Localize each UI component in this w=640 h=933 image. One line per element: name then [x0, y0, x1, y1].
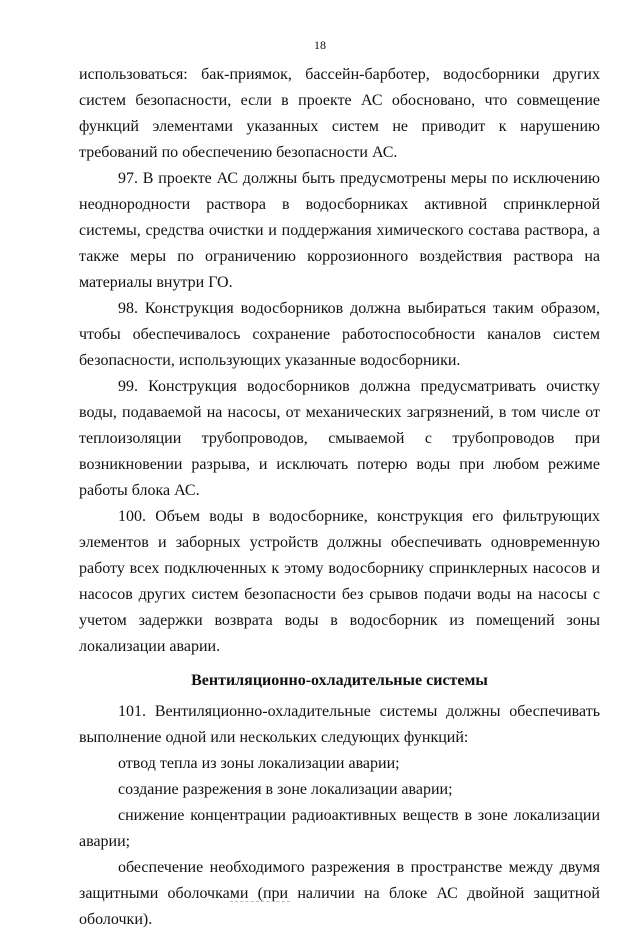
function-item-heat-removal: отвод тепла из зоны локализации аварии; [118, 755, 400, 772]
paragraph-99: 99. Конструкция водосборников должна предусматривать очистку воды, подаваемой на насосы, от механических загрязнений, в том числе от теплоизоляции трубопроводов, смываемой с трубопроводов при возникновении разрыва, и исключать потерю воды при любом режиме работы блока АС. [79, 378, 600, 499]
function-item-rarefaction: создание разрежения в зоне локализации аварии; [118, 781, 453, 798]
paragraph-100: 100. Объем воды в водосборнике, конструкция его фильтрующих элементов и заборных устройств должны обеспечивать одновременную работу всех подключенных к этому водосборнику спринклерных насосов и насосов других систем безопасности без срывов подачи воды на насосы с учетом задержки возврата воды в водосборник из помещений зоны локализации аварии. [79, 508, 600, 655]
section-heading: Вентиляционно-охладительные системы [191, 672, 488, 689]
function-item-double-containment: обеспечение необходимого разрежения в пространстве между двумя защитными оболочками (при наличии на блоке АС двойной защитной оболочки). [79, 859, 600, 928]
paragraph-98: 98. Конструкция водосборников должна выбираться таким образом, чтобы обеспечивалось сохранение работоспособности каналов систем безопасности, использующих указанные водосборники. [79, 300, 600, 369]
paragraph-97: 97. В проекте АС должны быть предусмотрены меры по исключению неоднородности раствора в водосборниках активной спринклерной системы, средства очистки и поддержания химического состава раствора, а также меры по ограничению коррозионного воздействия раствора на материалы внутри ГО. [79, 170, 600, 291]
scan-artifact-line [230, 901, 290, 903]
paragraph-continuation: использоваться: бак-приямок, бассейн-барботер, водосборники других систем безопасности, если в проекте АС обосновано, что совмещение функций элементами указанных систем не приводит к нарушению требований по обеспечению безопасности АС. [79, 66, 600, 161]
page-number: 18 [314, 38, 326, 52]
paragraph-101: 101. Вентиляционно-охладительные системы должны обеспечивать выполнение одной или нескольких следующих функций: [79, 703, 600, 746]
document-body [79, 62, 600, 933]
function-item-concentration-reduction: снижение концентрации радиоактивных веществ в зоне локализации аварии; [79, 807, 600, 850]
